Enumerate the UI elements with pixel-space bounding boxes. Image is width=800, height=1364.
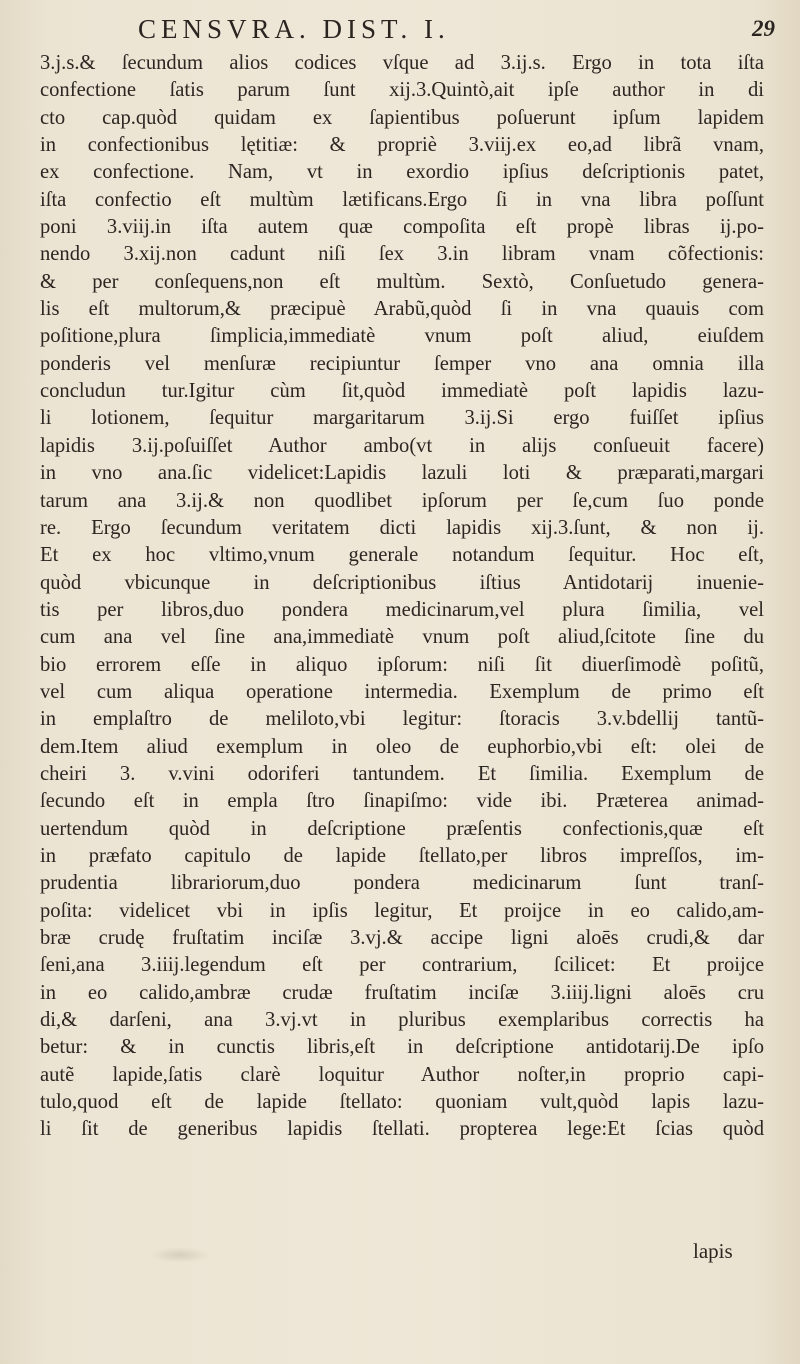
text-line: di,& darſeni, ana 3.vj.vt in pluribus exemplaribus correctis ha (40, 1009, 764, 1032)
text-line: iſta confectio eſt multùm lætificans.Ergo ſi in vna libra poſſunt (40, 188, 764, 211)
text-line: in emplaſtro de meliloto,vbi legitur: ſtoracis 3.v.bdellij tantũ- (40, 708, 764, 731)
text-line: autẽ lapide,ſatis clarè loquitur Author noſter,in proprio capi- (40, 1063, 764, 1086)
text-line: ſecundo eſt in empla ſtro ſinapiſmo: vide ibi. Præterea animad- (40, 790, 764, 813)
text-line: ponderis vel menſuræ recipiuntur ſemper vno ana omnia illa (40, 352, 764, 375)
text-line: ex confectione. Nam, vt in exordio ipſius deſcriptionis patet, (40, 161, 764, 184)
text-line: quòd vbicunque in deſcriptionibus iſtius Antidotarij inuenie- (40, 571, 764, 594)
text-line: ſeni,ana 3.iiij.legendum eſt per contrarium, ſcilicet: Et proijce (40, 954, 764, 977)
text-line: cheiri 3. v.vini odoriferi tantundem. Et ſimilia. Exemplum de (40, 762, 764, 785)
text-line: Et ex hoc vltimo,vnum generale notandum ſequitur. Hoc eſt, (40, 544, 764, 567)
text-line: concludun tur.Igitur cùm ſit,quòd immediatè poſt lapidis lazu- (40, 380, 764, 403)
text-line: cto cap.quòd quidam ex ſapientibus poſuerunt ipſum lapidem (40, 106, 764, 129)
text-line: nendo 3.xij.non cadunt niſi ſex 3.in libram vnam cõfectionis: (40, 243, 764, 266)
text-line: & per conſequens,non eſt multùm. Sextò, Conſuetudo genera- (40, 270, 764, 293)
text-line: in eo calido,ambræ crudæ fruſtatim inciſæ 3.iiij.ligni aloēs cru (40, 981, 764, 1004)
text-line: vel cum aliqua operatione intermedia. Exemplum de primo eſt (40, 680, 764, 703)
text-line: in confectionibus lętitiæ: & propriè 3.viij.ex eo,ad librã vnam, (40, 134, 764, 157)
text-line: bio errorem eſſe in aliquo ipſorum: niſi ſit diuerſimodè poſitũ, (40, 653, 764, 676)
text-line: confectione ſatis parum ſunt xij.3.Quintò,ait ipſe author in di (40, 79, 764, 102)
page-number: 29 (752, 16, 775, 41)
text-line: 3.j.s.& ſecundum alios codices vſque ad 3.ij.s. Ergo in tota iſta (40, 52, 764, 74)
text-line: in præfato capitulo de lapide ſtellato,per libros impreſſos, im- (40, 844, 764, 867)
text-line: cum ana vel ſine ana,immediatè vnum poſt aliud,ſcitote ſine du (40, 626, 764, 649)
text-line: lapidis 3.ij.poſuiſſet Author ambo(vt in alijs conſueuit facere) (40, 434, 764, 457)
text-line: betur: & in cunctis libris,eſt in deſcriptione antidotarij.De ipſo (40, 1036, 764, 1059)
text-line: li lotionem, ſequitur margaritarum 3.ij.Si ergo fuiſſet ipſius (40, 407, 764, 430)
running-head: CENSVRA. DIST. I. (138, 14, 450, 44)
text-line: dem.Item aliud exemplum in oleo de euphorbio,vbi eſt: olei de (40, 735, 764, 758)
ink-smudge (150, 1247, 210, 1263)
text-line: prudentia librariorum,duo pondera medicinarum ſunt tranſ- (40, 872, 764, 895)
text-line: tarum ana 3.ij.& non quodlibet ipſorum per ſe,cum ſuo ponde (40, 489, 764, 512)
page-header (0, 14, 800, 46)
text-line: re. Ergo ſecundum veritatem dicti lapidis xij.3.ſunt, & non ij. (40, 516, 764, 539)
text-line: bræ crudę fruſtatim inciſæ 3.vj.& accipe ligni aloēs crudi,& dar (40, 927, 764, 949)
text-line: lis eſt multorum,& præcipuè Arabũ,quòd ſi in vna quauis com (40, 298, 764, 321)
text-line: poſita: videlicet vbi in ipſis legitur, Et proijce in eo calido,am- (40, 899, 764, 922)
text-line: poni 3.viij.in iſta autem quæ compoſita eſt propè libras ij.po- (40, 216, 764, 239)
text-line: poſitione,plura ſimplicia,immediatè vnum poſt aliud, eiuſdem (40, 325, 764, 348)
body-text (40, 50, 764, 1144)
text-line: tulo,quod eſt de lapide ſtellato: quoniam vult,quòd lapis lazu- (40, 1091, 764, 1114)
text-line: tis per libros,duo pondera medicinarum,vel plura ſimilia, vel (40, 598, 764, 621)
text-line: uertendum quòd in deſcriptione præſentis confectionis,quæ eſt (40, 817, 764, 840)
catchword: lapis (693, 1239, 733, 1263)
text-line: li ſit de generibus lapidis ſtellati. propterea lege:Et ſcias quòd (40, 1118, 764, 1141)
text-line: in vno ana.ſic videlicet:Lapidis lazuli loti & præparati,margari (40, 462, 764, 485)
